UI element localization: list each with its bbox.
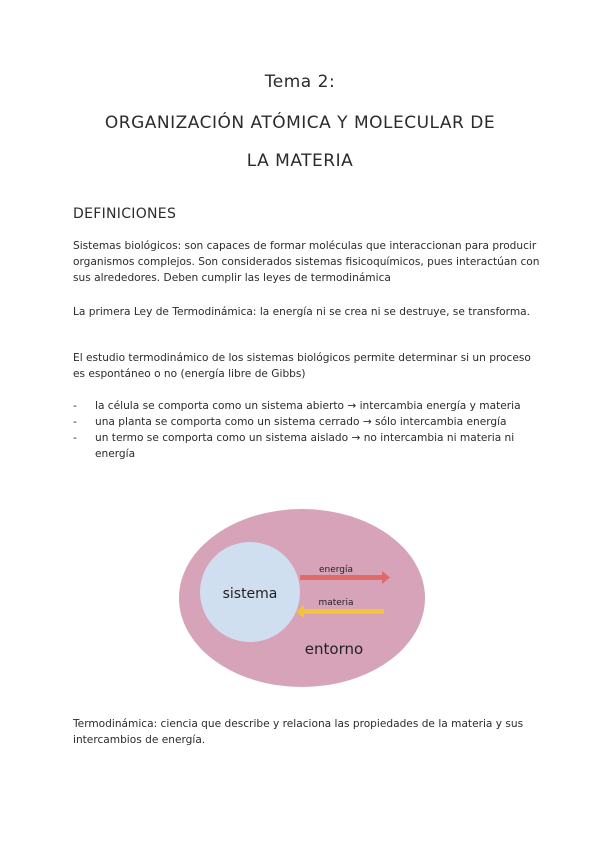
- paragraph-primera-ley: La primera Ley de Termodinámica: la energía ni se crea ni se destruye, se transforma.: [73, 306, 530, 318]
- environment-label: entorno: [304, 640, 364, 658]
- list-dash: -: [73, 416, 77, 428]
- list-item: [73, 430, 543, 462]
- paragraph-termodinamica: Termodinámica: ciencia que describe y relaciona las propiedades de la materia y sus intercambios de energía.: [73, 718, 524, 746]
- energy-arrow-label: energía: [318, 565, 354, 575]
- list-dash: -: [73, 432, 77, 444]
- page-title: [0, 104, 600, 180]
- list-item: [73, 414, 543, 430]
- list-item-text: la célula se comporta como un sistema abierto → intercambia energía y materia: [95, 400, 521, 412]
- page-title-line-1: ORGANIZACIÓN ATÓMICA Y MOLECULAR DE: [104, 113, 496, 133]
- system-environment-diagram: [178, 508, 426, 688]
- energy-arrow-shaft: [300, 575, 382, 580]
- paragraph-sistemas-biologicos: Sistemas biológicos: son capaces de formar moléculas que interaccionan para producir organismos complejos. Son considerados sistemas fisicoquímicos, pues interactúan con sus alrededores. Deben cumplir las leyes de termodinámica: [73, 240, 540, 284]
- list-item: [73, 398, 543, 414]
- title-block: [0, 72, 600, 180]
- matter-arrow-label: materia: [318, 598, 354, 608]
- matter-arrow-shaft: [304, 609, 384, 614]
- topic-number: Tema 2:: [264, 72, 336, 92]
- system-types-list: [73, 398, 543, 462]
- paragraph-estudio-termodinamico: El estudio termodinámico de los sistemas biológicos permite determinar si un proceso es espontáneo o no (energía libre de Gibbs): [73, 352, 531, 380]
- page-title-line-2: LA MATERIA: [246, 151, 354, 171]
- system-label: sistema: [222, 586, 278, 602]
- list-item-text: una planta se comporta como un sistema cerrado → sólo intercambia energía: [95, 416, 507, 428]
- list-item-text: un termo se comporta como un sistema aislado → no intercambia ni materia ni energía: [95, 432, 515, 460]
- list-dash: -: [73, 400, 77, 412]
- section-heading: DEFINICIONES: [73, 206, 177, 222]
